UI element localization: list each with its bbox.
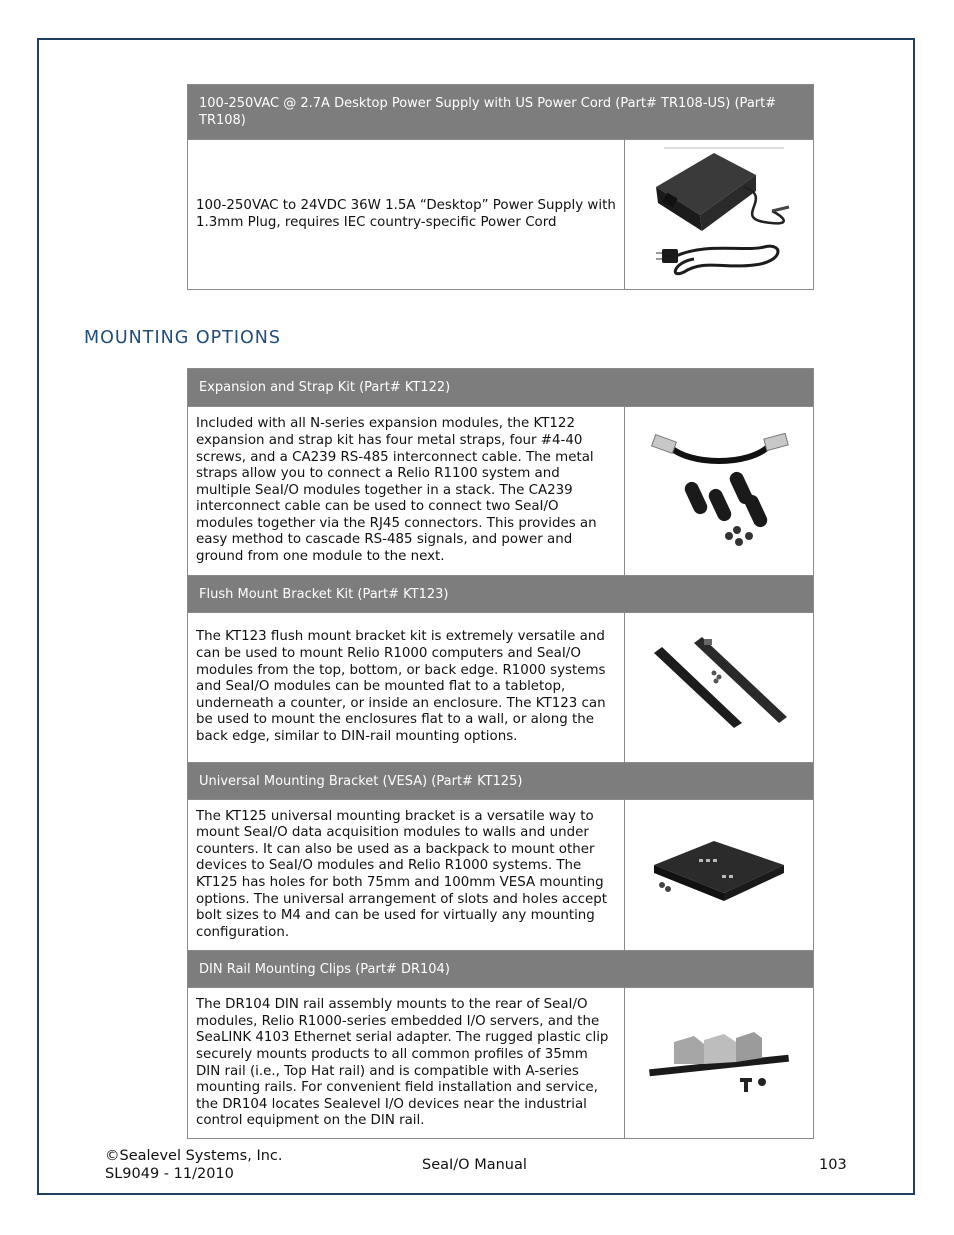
power-supply-table	[187, 84, 814, 290]
table-header: DIN Rail Mounting Clips (Part# DR104)	[188, 950, 813, 987]
strap-kit-image	[625, 407, 813, 575]
mounting-options-table	[187, 368, 814, 1139]
din-clip-image	[625, 988, 813, 1139]
table-header: Universal Mounting Bracket (VESA) (Part# KT125)	[188, 762, 813, 799]
table-description: The DR104 DIN rail assembly mounts to the rear of SeaI/O modules, Relio R1000-series embedded I/O servers, and the SeaLINK 4103 Ethernet serial adapter. The rugged plastic clip securely mounts products to all common profiles of 35mm DIN rail (i.e., Top Hat rail) and is compatible with A-series mounting rails. For convenient field installation and service, the DR104 locates Sealevel I/O devices near the industrial control equipment on the DIN rail.	[188, 988, 625, 1139]
footer-company: ©Sealevel Systems, Inc.	[105, 1148, 283, 1164]
table-description: The KT125 universal mounting bracket is a versatile way to mount SeaI/O data acquisition modules to walls and under counters. It can also be used as a backpack to mount other devices to SeaI/O modules and Relio R1000 systems. The KT125 has holes for both 75mm and 100mm VESA mounting options. The universal arrangement of slots and holes accept bolt sizes to M4 and can be used for virtually any mounting configuration.	[188, 800, 625, 950]
table-description: The KT123 flush mount bracket kit is extremely versatile and can be used to mount Relio R1000 computers and SeaI/O modules from the top, bottom, or back edge. R1000 systems and SeaI/O modules can be mounted flat to a tabletop, underneath a counter, or inside an enclosure. The KT123 can be used to mount the enclosures flat to a wall, or along the back edge, similar to DIN-rail mounting options.	[188, 613, 625, 762]
footer-doc-id: SL9049 - 11/2010	[105, 1166, 234, 1182]
table-header: 100-250VAC @ 2.7A Desktop Power Supply with US Power Cord (Part# TR108-US) (Part# TR108)	[188, 85, 813, 139]
footer-manual: SeaI/O Manual	[422, 1157, 527, 1173]
power-supply-image	[625, 140, 813, 289]
table-description: Included with all N-series expansion modules, the KT122 expansion and strap kit has four metal straps, four #4-40 screws, and a CA239 RS-485 interconnect cable. The metal straps allow you to connect a Relio R1100 system and multiple SeaI/O modules together in a stack. The CA239 interconnect cable can be used to connect two SeaI/O modules together via the RJ45 connectors. This provides an easy method to cascade RS-485 signals, and power and ground from one module to the next.	[188, 407, 625, 575]
table-header: Flush Mount Bracket Kit (Part# KT123)	[188, 575, 813, 612]
table-description: 100-250VAC to 24VDC 36W 1.5A “Desktop” Power Supply with 1.3mm Plug, requires IEC country-specific Power Cord	[188, 140, 625, 289]
footer-page-number: 103	[819, 1157, 847, 1173]
section-title: MOUNTING OPTIONS	[84, 328, 281, 348]
flush-bracket-image	[625, 613, 813, 762]
footer-company-block	[105, 1147, 283, 1183]
vesa-bracket-image	[625, 800, 813, 950]
table-header: Expansion and Strap Kit (Part# KT122)	[188, 369, 813, 406]
